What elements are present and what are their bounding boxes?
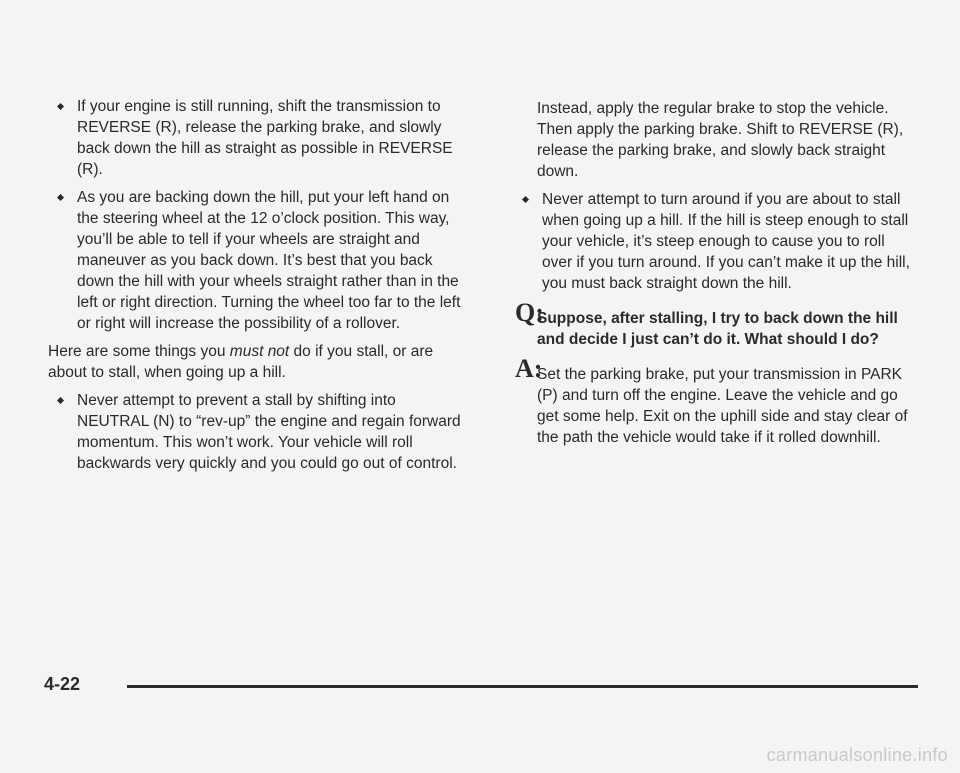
bullet-icon — [57, 194, 64, 201]
body-paragraph — [48, 341, 468, 383]
bullet-icon — [522, 196, 529, 203]
bullet-text: As you are backing down the hill, put your left hand on the steering wheel at the 12 o’clock position. This way, you’ll be able to tell if your wheels are straight and maneuver as you back down. It’s best that you back down the hill with your wheels straight rather than in the left or right direction. Turning the wheel too far to the left or right will increase the possibility of a rollover. — [77, 189, 461, 332]
question-letter: Q: — [515, 298, 544, 327]
bullet-item — [48, 96, 468, 180]
page-number: 4-22 — [44, 674, 81, 694]
answer-block — [513, 354, 913, 448]
bullet-text: If your engine is still running, shift the transmission to REVERSE (R), release the parking brake, and slowly back down the hill as straight as possible in REVERSE (R). — [77, 98, 453, 178]
bullet-icon — [57, 103, 64, 110]
left-column — [48, 96, 468, 481]
continued-paragraph: Instead, apply the regular brake to stop the vehicle. Then apply the parking brake. Shift to REVERSE (R), release the parking brake, and slowly back straight down. — [537, 100, 904, 180]
answer-letter: A: — [515, 354, 543, 383]
bullet-text: Never attempt to prevent a stall by shifting into NEUTRAL (N) to “rev-up” the engine and regain forward momentum. This won’t work. Your vehicle will roll backwards very quickly and you could go out of control. — [77, 392, 461, 472]
bullet-item — [48, 187, 468, 334]
emphasis-text: must not — [229, 343, 290, 360]
question-text: Suppose, after stalling, I try to back down the hill and decide I just can’t do it. What should I do? — [537, 310, 898, 348]
paragraph-text: Here are some things you — [48, 343, 230, 360]
paragraph-text: do if you stall, or are about to stall, when going up a hill. — [48, 343, 434, 381]
watermark: carmanualsonline.info — [766, 745, 948, 765]
bullet-item — [513, 189, 913, 294]
answer-text: Set the parking brake, put your transmission in PARK (P) and turn off the engine. Leave the vehicle and go get some help. Exit on the uphill side and stay clear of the path the vehicle would take if it rolled downhill. — [537, 366, 908, 446]
bullet-item — [48, 390, 468, 474]
bullet-icon — [57, 397, 64, 404]
footer-divider — [127, 685, 918, 688]
question-block — [513, 298, 913, 350]
right-column — [513, 98, 913, 448]
bullet-text: Never attempt to turn around if you are about to stall when going up a hill. If the hill is steep enough to stall your vehicle, it’s steep enough to cause you to roll over if you turn around. If you can’t make it up the hill, you must back straight down the hill. — [542, 191, 910, 292]
